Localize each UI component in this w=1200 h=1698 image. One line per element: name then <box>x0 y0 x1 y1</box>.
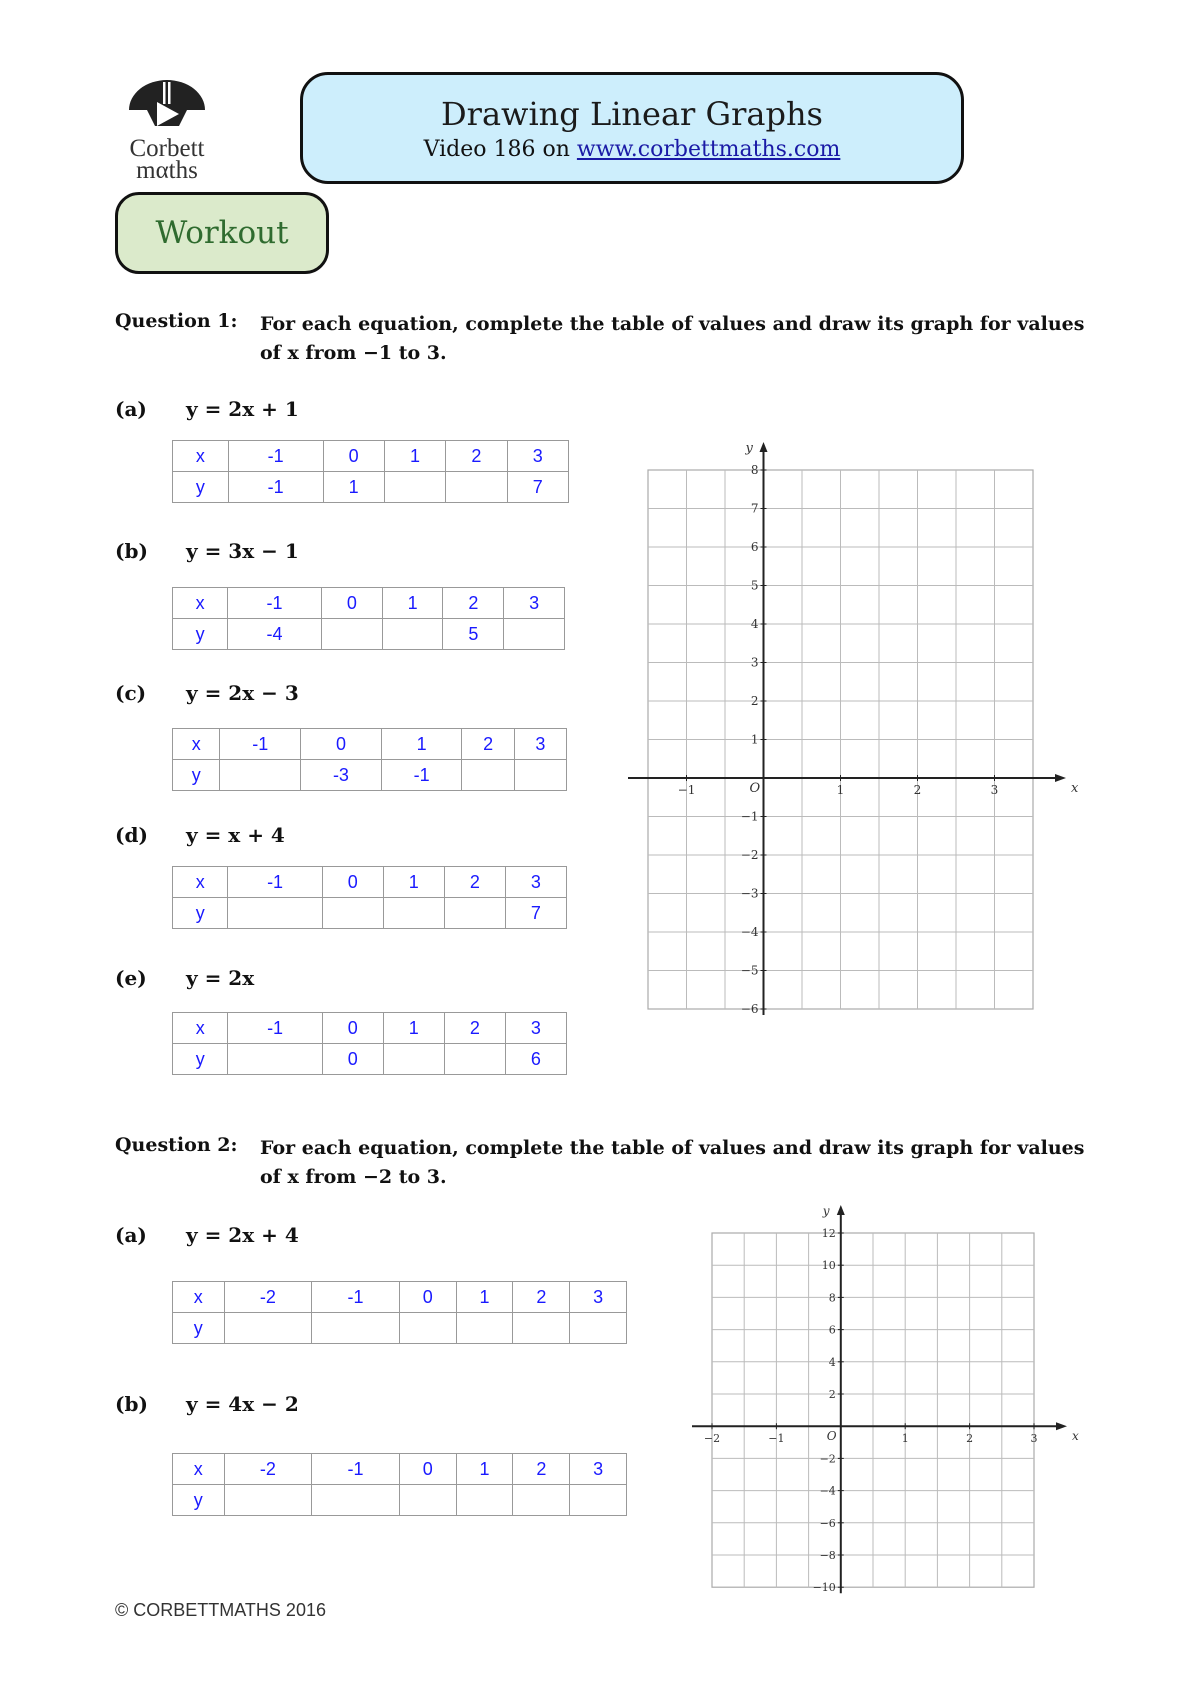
x-value-cell: 2 <box>446 441 507 472</box>
table-row-y <box>173 472 569 503</box>
table-row-y <box>173 760 567 791</box>
question1-part-label: (e) <box>115 966 147 990</box>
table-row-y <box>173 619 565 650</box>
x-value-cell: 3 <box>505 867 566 898</box>
y-tick-label: 2 <box>750 694 759 708</box>
table-row-x <box>173 1454 627 1485</box>
y-value-cell[interactable] <box>382 619 443 650</box>
y-tick-label: −2 <box>740 848 759 862</box>
y-value-cell[interactable] <box>513 1485 570 1516</box>
y-tick-label: 12 <box>821 1227 836 1240</box>
question2-part-equation: y = 4x − 2 <box>186 1392 299 1416</box>
table-header-cell: y <box>173 760 220 791</box>
table-header-cell: x <box>173 588 228 619</box>
question1-part-equation: y = x + 4 <box>186 823 285 847</box>
x-value-cell: 0 <box>399 1282 456 1313</box>
question1-part-equation: y = 2x <box>186 966 255 990</box>
question1-text: For each equation, complete the table of values and draw its graph for values of x from −1 to 3. <box>260 313 1085 364</box>
table-row-y <box>173 1313 627 1344</box>
x-value-cell: 0 <box>321 588 382 619</box>
y-tick-label: 3 <box>750 655 759 670</box>
question1-part-label: (c) <box>115 681 147 705</box>
y-tick-label: −6 <box>740 1002 759 1016</box>
x-value-cell: 1 <box>456 1454 513 1485</box>
table-header-cell: y <box>173 1485 225 1516</box>
table-row-y <box>173 1485 627 1516</box>
page-title: Drawing Linear Graphs <box>441 95 823 133</box>
y-tick-label: 10 <box>821 1259 836 1273</box>
y-tick-label: −2 <box>819 1452 836 1466</box>
question2-table-of-values <box>172 1453 627 1516</box>
y-tick-label: 5 <box>750 578 759 593</box>
question2-label: Question 2: <box>115 1134 238 1156</box>
y-tick-label: 4 <box>828 1355 836 1369</box>
table-header-cell: y <box>173 619 228 650</box>
table-header-cell: x <box>173 1013 228 1044</box>
y-tick-label: 7 <box>750 501 759 516</box>
question1-table-of-values <box>172 587 565 650</box>
x-tick-label: 2 <box>966 1432 974 1446</box>
x-value-cell: 2 <box>444 1013 505 1044</box>
y-value-cell[interactable] <box>312 1485 400 1516</box>
y-value-cell: -1 <box>381 760 462 791</box>
y-value-cell[interactable] <box>504 619 565 650</box>
x-tick-label: −2 <box>703 1432 721 1446</box>
y-tick-label: 8 <box>828 1291 836 1305</box>
x-value-cell: 2 <box>443 588 504 619</box>
table-header-cell: y <box>173 472 229 503</box>
y-value-cell[interactable] <box>456 1485 513 1516</box>
x-value-cell: 0 <box>301 729 382 760</box>
table-row-x <box>173 1013 567 1044</box>
y-value-cell[interactable] <box>570 1313 627 1344</box>
y-tick-label: −4 <box>819 1484 836 1498</box>
question1-part-equation: y = 3x − 1 <box>186 539 299 563</box>
y-tick-label: 8 <box>750 463 759 477</box>
table-row-y <box>173 1044 567 1075</box>
website-link[interactable]: www.corbettmaths.com <box>576 137 841 162</box>
y-value-cell[interactable] <box>384 472 445 503</box>
y-value-cell[interactable] <box>456 1313 513 1344</box>
corbettmaths-logo <box>117 80 217 190</box>
table-row-y <box>173 898 567 929</box>
question1-part-equation: y = 2x − 3 <box>186 681 299 705</box>
y-value-cell[interactable] <box>446 472 507 503</box>
y-tick-label: −4 <box>740 925 759 939</box>
y-value-cell: -4 <box>228 619 322 650</box>
y-value-cell[interactable] <box>462 760 514 791</box>
table-row-x <box>173 588 565 619</box>
table-header-cell: x <box>173 729 220 760</box>
x-value-cell: 3 <box>570 1282 627 1313</box>
x-value-cell: 3 <box>507 441 568 472</box>
y-value-cell: -1 <box>228 472 323 503</box>
x-value-cell: 3 <box>504 588 565 619</box>
x-axis-label: x <box>1071 781 1079 796</box>
y-value-cell[interactable] <box>399 1485 456 1516</box>
x-tick-label: −1 <box>768 1432 785 1446</box>
y-value-cell[interactable] <box>383 898 444 929</box>
question2-table-of-values <box>172 1281 627 1344</box>
x-value-cell: 0 <box>322 867 383 898</box>
y-tick-label: −8 <box>819 1549 836 1562</box>
y-value-cell[interactable] <box>383 1044 444 1075</box>
y-axis-label: y <box>745 441 753 456</box>
copyright-footer: © CORBETTMATHS 2016 <box>115 1600 326 1620</box>
question2-text: For each equation, complete the table of values and draw its graph for values of x from −2 to 3. <box>260 1137 1085 1188</box>
y-value-cell: 0 <box>322 1044 383 1075</box>
y-value-cell[interactable] <box>321 619 382 650</box>
y-value-cell[interactable] <box>312 1313 400 1344</box>
table-header-cell: x <box>173 1282 225 1313</box>
x-value-cell: 2 <box>513 1282 570 1313</box>
y-tick-label: 1 <box>750 732 759 747</box>
table-header-cell: x <box>173 441 229 472</box>
x-value-cell: -1 <box>228 441 323 472</box>
y-axis-arrow <box>837 1205 845 1215</box>
question1-label: Question 1: <box>115 310 238 332</box>
x-tick-label: 1 <box>836 783 845 797</box>
question2-part-equation: y = 2x + 4 <box>186 1223 299 1247</box>
x-value-cell: 0 <box>323 441 384 472</box>
y-axis-arrow <box>760 442 768 452</box>
x-axis-arrow <box>1056 1422 1067 1430</box>
x-axis-label: x <box>1072 1429 1079 1444</box>
y-value-cell: 6 <box>505 1044 566 1075</box>
x-value-cell: -1 <box>312 1454 400 1485</box>
x-value-cell: 0 <box>399 1454 456 1485</box>
x-value-cell: 1 <box>383 867 444 898</box>
question1-part-equation: y = 2x + 1 <box>186 397 299 421</box>
workout-badge: Workout <box>115 192 329 274</box>
y-value-cell[interactable] <box>228 1044 322 1075</box>
x-value-cell: -1 <box>220 729 301 760</box>
table-header-cell: y <box>173 898 228 929</box>
y-value-cell: 1 <box>323 472 384 503</box>
question2-part-label: (a) <box>115 1223 147 1247</box>
video-prefix: Video 186 on <box>423 137 577 162</box>
x-value-cell: 3 <box>505 1013 566 1044</box>
x-value-cell: 1 <box>382 588 443 619</box>
y-value-cell[interactable] <box>514 760 566 791</box>
x-value-cell: -2 <box>224 1454 312 1485</box>
y-value-cell[interactable] <box>570 1485 627 1516</box>
table-header-cell: x <box>173 867 228 898</box>
table-header-cell: x <box>173 1454 225 1485</box>
question1-table-of-values <box>172 728 567 791</box>
question1-part-label: (b) <box>115 539 148 563</box>
x-value-cell: 1 <box>456 1282 513 1313</box>
question2-part-label: (b) <box>115 1392 148 1416</box>
x-value-cell: 3 <box>570 1454 627 1485</box>
question1-part-label: (a) <box>115 397 147 421</box>
y-value-cell[interactable] <box>444 898 505 929</box>
origin-label: O <box>826 1429 837 1444</box>
video-reference <box>303 137 961 162</box>
y-tick-label: 6 <box>750 540 759 554</box>
y-value-cell[interactable] <box>322 898 383 929</box>
y-tick-label: 2 <box>828 1388 836 1401</box>
question1-table-of-values <box>172 1012 567 1075</box>
table-header-cell: y <box>173 1044 228 1075</box>
y-tick-label: −1 <box>740 809 759 824</box>
question2-grid[interactable] <box>700 1195 1079 1600</box>
y-value-cell[interactable] <box>399 1313 456 1344</box>
y-value-cell: 7 <box>505 898 566 929</box>
x-value-cell: 1 <box>383 1013 444 1044</box>
y-value-cell: 5 <box>443 619 504 650</box>
y-value-cell[interactable] <box>513 1313 570 1344</box>
x-value-cell: 2 <box>513 1454 570 1485</box>
x-value-cell: -1 <box>228 588 322 619</box>
y-value-cell[interactable] <box>220 760 301 791</box>
table-row-x <box>173 729 567 760</box>
y-tick-label: −3 <box>740 886 759 901</box>
y-value-cell[interactable] <box>224 1485 312 1516</box>
logo-text-line1: Corbett <box>129 135 205 162</box>
x-value-cell: 0 <box>322 1013 383 1044</box>
x-value-cell: 2 <box>462 729 514 760</box>
x-value-cell: 1 <box>381 729 462 760</box>
y-tick-label: 6 <box>828 1323 836 1337</box>
table-row-x <box>173 441 569 472</box>
x-value-cell: 3 <box>514 729 566 760</box>
x-tick-label: 3 <box>990 783 999 797</box>
y-value-cell: 7 <box>507 472 568 503</box>
y-tick-label: −6 <box>819 1516 836 1530</box>
y-value-cell: -3 <box>301 760 382 791</box>
y-tick-label: −5 <box>740 963 759 978</box>
y-tick-label: −10 <box>812 1581 836 1595</box>
x-value-cell: 2 <box>444 867 505 898</box>
x-axis-arrow <box>1055 774 1066 782</box>
x-tick-label: 3 <box>1030 1432 1038 1446</box>
x-tick-label: −1 <box>677 783 696 797</box>
question1-table-of-values <box>172 866 567 929</box>
y-axis-label: y <box>822 1204 830 1218</box>
table-header-cell: y <box>173 1313 225 1344</box>
y-tick-label: 4 <box>750 617 759 631</box>
table-row-x <box>173 1282 627 1313</box>
question1-part-label: (d) <box>115 823 148 847</box>
table-row-x <box>173 867 567 898</box>
y-value-cell[interactable] <box>224 1313 312 1344</box>
logo-text-line2: mαths <box>136 157 198 184</box>
x-value-cell: -1 <box>228 1013 322 1044</box>
x-tick-label: 2 <box>913 783 922 797</box>
y-value-cell[interactable] <box>228 898 322 929</box>
question1-table-of-values <box>172 440 569 503</box>
x-value-cell: 1 <box>384 441 445 472</box>
title-box <box>300 72 964 184</box>
x-value-cell: -2 <box>224 1282 312 1313</box>
x-value-cell: -1 <box>228 867 322 898</box>
origin-label: O <box>749 781 761 796</box>
y-value-cell[interactable] <box>444 1044 505 1075</box>
x-tick-label: 1 <box>901 1432 909 1446</box>
x-value-cell: -1 <box>312 1282 400 1313</box>
question1-grid[interactable] <box>630 435 1079 1035</box>
